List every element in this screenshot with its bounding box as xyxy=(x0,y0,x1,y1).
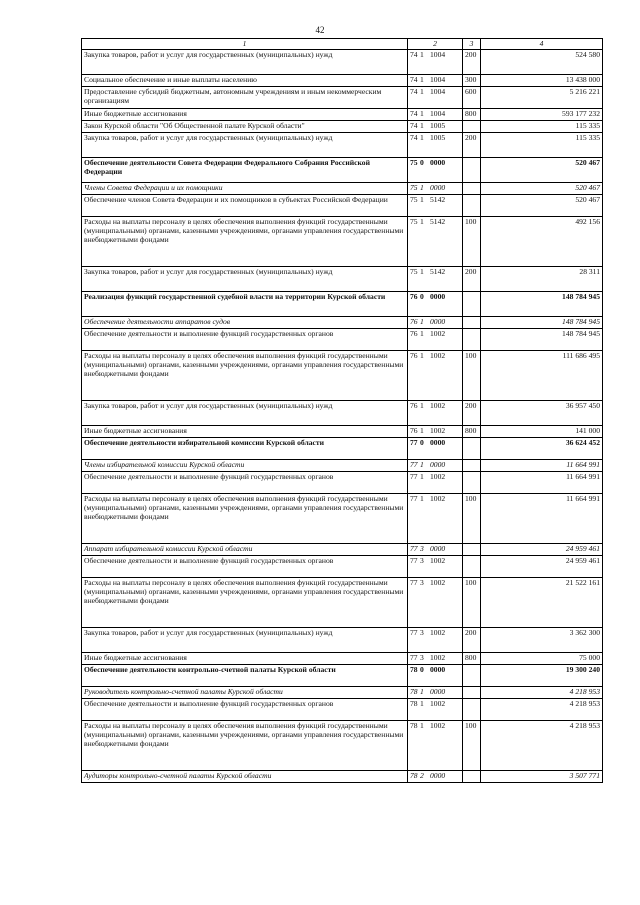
row-name: Закупка товаров, работ и услуг для государственных (муниципальных) нужд xyxy=(82,628,408,653)
code-part-2: 1 xyxy=(420,351,424,360)
row-expense-type: 100 xyxy=(463,578,481,628)
code-part-1: 76 xyxy=(410,329,418,338)
code-part-1: 74 xyxy=(410,87,418,96)
code-part-2: 1 xyxy=(420,75,424,84)
row-name: Обеспечение членов Совета Федерации и их помощников в субъектах Российской Федерации xyxy=(82,195,408,217)
code-part-3: 1004 xyxy=(430,50,446,59)
row-name: Иные бюджетные ассигнования xyxy=(82,653,408,665)
row-expense-type xyxy=(463,699,481,721)
code-part-1: 75 xyxy=(410,183,418,192)
row-expense-type xyxy=(463,544,481,556)
row-expense-type: 300 xyxy=(463,75,481,87)
code-part-3: 0000 xyxy=(430,317,446,326)
row-name: Предоставление субсидий бюджетным, автономным учреждениям и иным некоммерческим организациям xyxy=(82,87,408,109)
row-expense-type: 200 xyxy=(463,401,481,426)
row-code xyxy=(408,687,463,699)
code-part-2: 1 xyxy=(420,195,424,204)
row-amount: 19 300 240 xyxy=(481,665,603,687)
code-part-2: 1 xyxy=(420,109,424,118)
row-code xyxy=(408,699,463,721)
row-expense-type xyxy=(463,292,481,317)
code-part-3: 1002 xyxy=(430,401,446,410)
code-part-2: 1 xyxy=(420,133,424,142)
code-part-1: 75 xyxy=(410,267,418,276)
row-name: Расходы на выплаты персоналу в целях обеспечения выполнения функций государственными (муниципальными) органами, казенными учреждениями, органами управления государственными внебюджетными фондами xyxy=(82,351,408,401)
code-part-2: 1 xyxy=(420,217,424,226)
code-part-3: 1002 xyxy=(430,699,446,708)
row-expense-type xyxy=(463,158,481,183)
row-name: Реализация функций государственной судебной власти на территории Курской области xyxy=(82,292,408,317)
row-amount: 24 959 461 xyxy=(481,556,603,578)
row-code xyxy=(408,665,463,687)
table-row xyxy=(82,401,603,426)
table-row xyxy=(82,426,603,438)
code-part-3: 5142 xyxy=(430,267,446,276)
row-amount: 148 784 945 xyxy=(481,292,603,317)
row-amount: 492 156 xyxy=(481,217,603,267)
row-code xyxy=(408,87,463,109)
row-expense-type: 100 xyxy=(463,494,481,544)
row-expense-type xyxy=(463,472,481,494)
code-part-1: 78 xyxy=(410,699,418,708)
code-part-3: 1002 xyxy=(430,628,446,637)
row-expense-type: 200 xyxy=(463,50,481,75)
code-part-1: 77 xyxy=(410,544,418,553)
code-part-2: 1 xyxy=(420,699,424,708)
code-part-3: 5142 xyxy=(430,217,446,226)
row-code xyxy=(408,351,463,401)
row-amount: 115 335 xyxy=(481,121,603,133)
table-row xyxy=(82,292,603,317)
header-col-1: 1 xyxy=(82,39,408,50)
code-part-3: 0000 xyxy=(430,292,446,301)
row-name: Расходы на выплаты персоналу в целях обеспечения выполнения функций государственными (муниципальными) органами, казенными учреждениями, органами управления государственными внебюджетными фондами xyxy=(82,217,408,267)
code-part-3: 0000 xyxy=(430,665,446,674)
row-name: Аппарат избирательной комиссии Курской области xyxy=(82,544,408,556)
code-part-1: 77 xyxy=(410,653,418,662)
row-code xyxy=(408,578,463,628)
code-part-3: 1002 xyxy=(430,653,446,662)
row-code xyxy=(408,329,463,351)
row-expense-type: 100 xyxy=(463,217,481,267)
code-part-3: 0000 xyxy=(430,771,446,780)
row-amount: 111 686 495 xyxy=(481,351,603,401)
row-amount: 11 664 991 xyxy=(481,460,603,472)
row-name: Обеспечение деятельности Совета Федерации Федерального Собрания Российской Федерации xyxy=(82,158,408,183)
code-part-3: 0000 xyxy=(430,687,446,696)
row-amount: 4 218 953 xyxy=(481,721,603,771)
code-part-1: 77 xyxy=(410,494,418,503)
row-amount: 21 522 161 xyxy=(481,578,603,628)
row-code xyxy=(408,472,463,494)
header-col-3: 3 xyxy=(463,39,481,50)
row-name: Члены Совета Федерации и их помощники xyxy=(82,183,408,195)
row-amount: 4 218 953 xyxy=(481,687,603,699)
table-row xyxy=(82,217,603,267)
code-part-1: 78 xyxy=(410,687,418,696)
row-expense-type xyxy=(463,687,481,699)
row-name: Обеспечение деятельности контрольно-счетной палаты Курской области xyxy=(82,665,408,687)
table-row xyxy=(82,351,603,401)
code-part-1: 77 xyxy=(410,472,418,481)
table-row xyxy=(82,628,603,653)
code-part-3: 0000 xyxy=(430,544,446,553)
row-amount: 36 624 452 xyxy=(481,438,603,460)
table-row xyxy=(82,438,603,460)
table-row xyxy=(82,329,603,351)
code-part-1: 78 xyxy=(410,721,418,730)
row-amount: 11 664 991 xyxy=(481,472,603,494)
row-amount: 5 216 221 xyxy=(481,87,603,109)
table-row xyxy=(82,721,603,771)
row-code xyxy=(408,109,463,121)
row-name: Обеспечение деятельности избирательной комиссии Курской области xyxy=(82,438,408,460)
table-row xyxy=(82,50,603,75)
row-code xyxy=(408,494,463,544)
row-name: Расходы на выплаты персоналу в целях обеспечения выполнения функций государственными (муниципальными) органами, казенными учреждениями, органами управления государственными внебюджетными фондами xyxy=(82,721,408,771)
table-row xyxy=(82,75,603,87)
row-code xyxy=(408,50,463,75)
code-part-3: 1002 xyxy=(430,426,446,435)
row-expense-type xyxy=(463,317,481,329)
code-part-1: 76 xyxy=(410,351,418,360)
row-amount: 24 959 461 xyxy=(481,544,603,556)
row-expense-type xyxy=(463,195,481,217)
row-code xyxy=(408,195,463,217)
table-row xyxy=(82,771,603,783)
row-name: Обеспечение деятельности и выполнение функций государственных органов xyxy=(82,556,408,578)
code-part-1: 74 xyxy=(410,75,418,84)
code-part-2: 0 xyxy=(420,665,424,674)
row-expense-type: 600 xyxy=(463,87,481,109)
code-part-3: 0000 xyxy=(430,158,446,167)
row-name: Расходы на выплаты персоналу в целях обеспечения выполнения функций государственными (муниципальными) органами, казенными учреждениями, органами управления государственными внебюджетными фондами xyxy=(82,578,408,628)
row-name: Руководитель контрольно-счетной палаты Курской области xyxy=(82,687,408,699)
row-expense-type: 100 xyxy=(463,721,481,771)
code-part-1: 76 xyxy=(410,401,418,410)
row-name: Закон Курской области "Об Общественной палате Курской области" xyxy=(82,121,408,133)
code-part-1: 76 xyxy=(410,426,418,435)
row-amount: 3 507 771 xyxy=(481,771,603,783)
row-code xyxy=(408,401,463,426)
table-row xyxy=(82,267,603,292)
table-row xyxy=(82,121,603,133)
code-part-3: 1002 xyxy=(430,329,446,338)
table-row xyxy=(82,158,603,183)
code-part-1: 77 xyxy=(410,460,418,469)
row-amount: 520 467 xyxy=(481,158,603,183)
row-name: Закупка товаров, работ и услуг для государственных (муниципальных) нужд xyxy=(82,267,408,292)
code-part-1: 76 xyxy=(410,317,418,326)
row-name: Обеспечение деятельности и выполнение функций государственных органов xyxy=(82,472,408,494)
table-row xyxy=(82,687,603,699)
row-name: Члены избирательной комиссии Курской области xyxy=(82,460,408,472)
code-part-2: 1 xyxy=(420,426,424,435)
row-amount: 520 467 xyxy=(481,183,603,195)
code-part-2: 3 xyxy=(420,578,424,587)
row-amount: 75 000 xyxy=(481,653,603,665)
code-part-2: 0 xyxy=(420,438,424,447)
row-code xyxy=(408,133,463,158)
row-code xyxy=(408,183,463,195)
code-part-1: 74 xyxy=(410,121,418,130)
row-expense-type xyxy=(463,121,481,133)
code-part-1: 78 xyxy=(410,665,418,674)
code-part-2: 1 xyxy=(420,329,424,338)
code-part-3: 0000 xyxy=(430,460,446,469)
table-row xyxy=(82,665,603,687)
row-amount: 36 957 450 xyxy=(481,401,603,426)
table-body xyxy=(82,50,603,783)
row-code xyxy=(408,121,463,133)
code-part-1: 77 xyxy=(410,438,418,447)
budget-table xyxy=(81,38,603,783)
row-name: Закупка товаров, работ и услуг для государственных (муниципальных) нужд xyxy=(82,133,408,158)
row-amount: 520 467 xyxy=(481,195,603,217)
row-amount: 593 177 232 xyxy=(481,109,603,121)
row-amount: 28 311 xyxy=(481,267,603,292)
table-row xyxy=(82,183,603,195)
row-code xyxy=(408,438,463,460)
row-expense-type: 100 xyxy=(463,351,481,401)
code-part-3: 0000 xyxy=(430,183,446,192)
code-part-3: 1005 xyxy=(430,133,446,142)
table-row xyxy=(82,578,603,628)
row-name: Расходы на выплаты персоналу в целях обеспечения выполнения функций государственными (муниципальными) органами, казенными учреждениями, органами управления государственными внебюджетными фондами xyxy=(82,494,408,544)
code-part-2: 0 xyxy=(420,292,424,301)
code-part-2: 3 xyxy=(420,628,424,637)
row-code xyxy=(408,317,463,329)
code-part-1: 77 xyxy=(410,578,418,587)
row-expense-type xyxy=(463,438,481,460)
code-part-1: 74 xyxy=(410,133,418,142)
row-amount: 13 438 000 xyxy=(481,75,603,87)
code-part-2: 1 xyxy=(420,687,424,696)
row-amount: 11 664 991 xyxy=(481,494,603,544)
row-code xyxy=(408,158,463,183)
code-part-2: 1 xyxy=(420,317,424,326)
row-expense-type xyxy=(463,460,481,472)
table-row xyxy=(82,87,603,109)
row-name: Обеспечение деятельности и выполнение функций государственных органов xyxy=(82,329,408,351)
row-expense-type xyxy=(463,183,481,195)
code-part-3: 5142 xyxy=(430,195,446,204)
row-amount: 148 784 945 xyxy=(481,317,603,329)
code-part-2: 1 xyxy=(420,401,424,410)
header-col-2: 2 xyxy=(408,39,463,50)
code-part-2: 1 xyxy=(420,494,424,503)
row-expense-type: 200 xyxy=(463,267,481,292)
row-code xyxy=(408,628,463,653)
table-row xyxy=(82,472,603,494)
table-row xyxy=(82,699,603,721)
row-code xyxy=(408,267,463,292)
code-part-1: 77 xyxy=(410,556,418,565)
row-code xyxy=(408,544,463,556)
row-expense-type: 200 xyxy=(463,133,481,158)
row-expense-type: 800 xyxy=(463,109,481,121)
code-part-2: 1 xyxy=(420,460,424,469)
code-part-3: 1002 xyxy=(430,351,446,360)
table-row xyxy=(82,109,603,121)
row-code xyxy=(408,426,463,438)
code-part-3: 1002 xyxy=(430,556,446,565)
code-part-1: 75 xyxy=(410,195,418,204)
code-part-1: 76 xyxy=(410,292,418,301)
code-part-1: 78 xyxy=(410,771,418,780)
code-part-3: 0000 xyxy=(430,438,446,447)
table-header-row xyxy=(82,39,603,50)
page-number: 42 xyxy=(315,25,325,35)
code-part-3: 1005 xyxy=(430,121,446,130)
code-part-3: 1002 xyxy=(430,578,446,587)
row-amount: 3 362 300 xyxy=(481,628,603,653)
table-row xyxy=(82,195,603,217)
row-name: Иные бюджетные ассигнования xyxy=(82,109,408,121)
table-row xyxy=(82,133,603,158)
code-part-2: 1 xyxy=(420,472,424,481)
row-amount: 524 580 xyxy=(481,50,603,75)
code-part-2: 1 xyxy=(420,267,424,276)
code-part-2: 1 xyxy=(420,87,424,96)
code-part-1: 75 xyxy=(410,158,418,167)
row-code xyxy=(408,556,463,578)
row-expense-type: 800 xyxy=(463,426,481,438)
row-amount: 148 784 945 xyxy=(481,329,603,351)
header-col-4: 4 xyxy=(481,39,603,50)
row-name: Обеспечение деятельности и выполнение функций государственных органов xyxy=(82,699,408,721)
code-part-3: 1004 xyxy=(430,109,446,118)
row-code xyxy=(408,653,463,665)
code-part-2: 1 xyxy=(420,183,424,192)
table-row xyxy=(82,544,603,556)
table-row xyxy=(82,556,603,578)
code-part-2: 1 xyxy=(420,50,424,59)
code-part-1: 77 xyxy=(410,628,418,637)
row-expense-type xyxy=(463,665,481,687)
code-part-1: 75 xyxy=(410,217,418,226)
row-name: Иные бюджетные ассигнования xyxy=(82,426,408,438)
code-part-2: 3 xyxy=(420,544,424,553)
row-name: Социальное обеспечение и иные выплаты населению xyxy=(82,75,408,87)
row-amount: 141 000 xyxy=(481,426,603,438)
table-row xyxy=(82,653,603,665)
row-code xyxy=(408,460,463,472)
row-expense-type xyxy=(463,556,481,578)
row-expense-type: 200 xyxy=(463,628,481,653)
row-code xyxy=(408,75,463,87)
code-part-2: 0 xyxy=(420,158,424,167)
code-part-3: 1002 xyxy=(430,721,446,730)
row-code xyxy=(408,292,463,317)
code-part-2: 2 xyxy=(420,771,424,780)
table-row xyxy=(82,460,603,472)
row-code xyxy=(408,771,463,783)
code-part-2: 1 xyxy=(420,121,424,130)
table-row xyxy=(82,494,603,544)
code-part-1: 74 xyxy=(410,109,418,118)
row-name: Закупка товаров, работ и услуг для государственных (муниципальных) нужд xyxy=(82,50,408,75)
code-part-2: 3 xyxy=(420,653,424,662)
row-code xyxy=(408,217,463,267)
code-part-3: 1002 xyxy=(430,494,446,503)
row-expense-type xyxy=(463,329,481,351)
row-amount: 115 335 xyxy=(481,133,603,158)
code-part-2: 1 xyxy=(420,721,424,730)
code-part-3: 1004 xyxy=(430,75,446,84)
code-part-3: 1004 xyxy=(430,87,446,96)
code-part-3: 1002 xyxy=(430,472,446,481)
row-expense-type: 800 xyxy=(463,653,481,665)
row-code xyxy=(408,721,463,771)
row-expense-type xyxy=(463,771,481,783)
table-row xyxy=(82,317,603,329)
row-name: Закупка товаров, работ и услуг для государственных (муниципальных) нужд xyxy=(82,401,408,426)
row-name: Обеспечение деятельности аппаратов судов xyxy=(82,317,408,329)
code-part-2: 3 xyxy=(420,556,424,565)
row-amount: 4 218 953 xyxy=(481,699,603,721)
row-name: Аудиторы контрольно-счетной палаты Курской области xyxy=(82,771,408,783)
code-part-1: 74 xyxy=(410,50,418,59)
